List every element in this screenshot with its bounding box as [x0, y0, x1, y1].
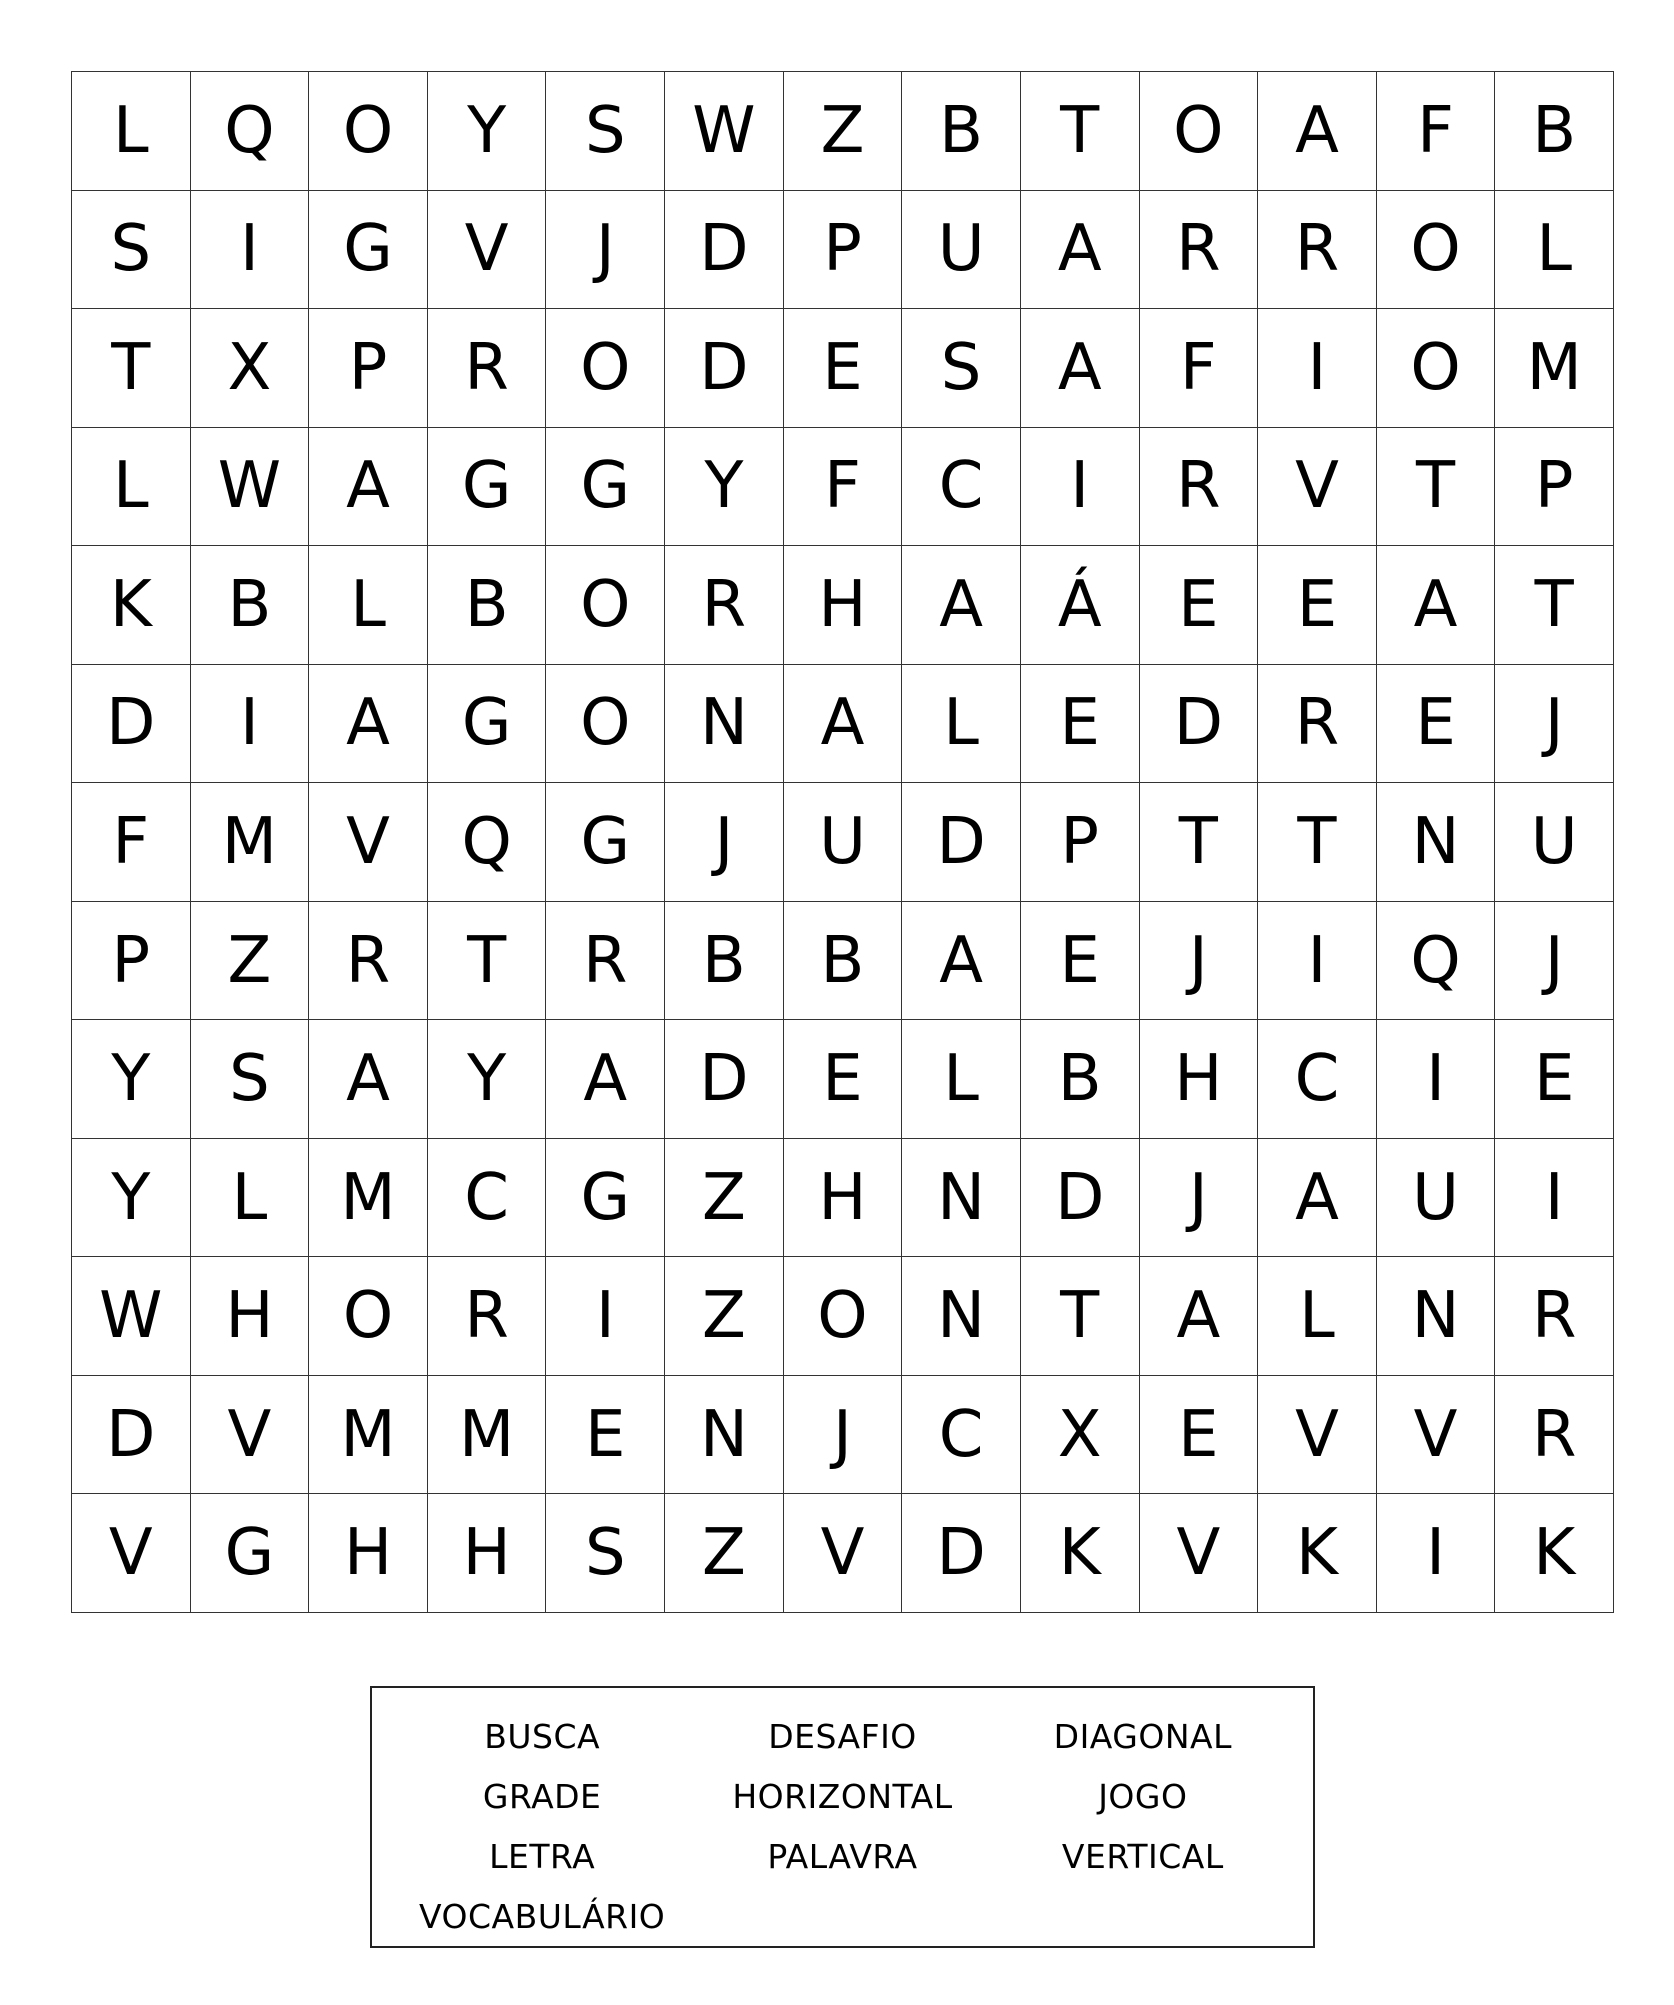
letter-cell[interactable]: T: [1140, 783, 1259, 902]
letter-cell[interactable]: T: [428, 902, 547, 1021]
letter-cell[interactable]: D: [72, 1376, 191, 1495]
letter-cell[interactable]: U: [1495, 783, 1614, 902]
letter-cell[interactable]: G: [546, 1139, 665, 1258]
letter-cell[interactable]: P: [1495, 428, 1614, 547]
letter-cell[interactable]: O: [784, 1257, 903, 1376]
letter-cell[interactable]: K: [1258, 1494, 1377, 1613]
letter-cell[interactable]: J: [1495, 902, 1614, 1021]
letter-cell[interactable]: C: [902, 1376, 1021, 1495]
letter-cell[interactable]: L: [1258, 1257, 1377, 1376]
letter-cell[interactable]: V: [1377, 1376, 1496, 1495]
letter-cell[interactable]: G: [428, 665, 547, 784]
letter-cell[interactable]: V: [1140, 1494, 1259, 1613]
letter-cell[interactable]: H: [309, 1494, 428, 1613]
letter-cell[interactable]: B: [191, 546, 310, 665]
letter-cell[interactable]: G: [428, 428, 547, 547]
letter-cell[interactable]: E: [1377, 665, 1496, 784]
letter-cell[interactable]: R: [546, 902, 665, 1021]
word-list: [370, 1686, 1315, 1948]
letter-cell[interactable]: B: [902, 72, 1021, 191]
letter-cell[interactable]: L: [902, 1020, 1021, 1139]
letter-cell[interactable]: S: [72, 191, 191, 310]
letter-cell[interactable]: X: [191, 309, 310, 428]
letter-cell[interactable]: X: [1021, 1376, 1140, 1495]
letter-cell[interactable]: P: [309, 309, 428, 428]
letter-cell[interactable]: V: [1258, 1376, 1377, 1495]
letter-cell[interactable]: J: [1140, 902, 1259, 1021]
letter-cell[interactable]: Y: [72, 1139, 191, 1258]
letter-cell[interactable]: P: [1021, 783, 1140, 902]
letter-cell[interactable]: T: [1377, 428, 1496, 547]
letter-cell[interactable]: S: [191, 1020, 310, 1139]
letter-cell[interactable]: L: [902, 665, 1021, 784]
letter-cell[interactable]: Q: [428, 783, 547, 902]
letter-cell[interactable]: O: [1377, 191, 1496, 310]
letter-cell[interactable]: V: [1258, 428, 1377, 547]
letter-cell[interactable]: I: [1258, 309, 1377, 428]
letter-cell[interactable]: D: [72, 665, 191, 784]
letter-cell[interactable]: O: [1140, 72, 1259, 191]
letter-cell[interactable]: C: [902, 428, 1021, 547]
letter-cell[interactable]: B: [665, 902, 784, 1021]
letter-cell[interactable]: J: [1495, 665, 1614, 784]
letter-cell[interactable]: V: [191, 1376, 310, 1495]
letter-cell[interactable]: O: [309, 72, 428, 191]
letter-cell[interactable]: L: [72, 72, 191, 191]
letter-cell[interactable]: T: [72, 309, 191, 428]
letter-cell[interactable]: A: [546, 1020, 665, 1139]
word-list-item: JOGO: [1098, 1776, 1188, 1816]
letter-cell[interactable]: A: [1140, 1257, 1259, 1376]
letter-cell[interactable]: B: [1021, 1020, 1140, 1139]
letter-cell[interactable]: Q: [191, 72, 310, 191]
letter-cell[interactable]: H: [1140, 1020, 1259, 1139]
letter-cell[interactable]: Z: [665, 1494, 784, 1613]
letter-cell[interactable]: N: [1377, 783, 1496, 902]
letter-cell[interactable]: A: [902, 546, 1021, 665]
letter-cell[interactable]: Y: [428, 72, 547, 191]
letter-cell[interactable]: L: [1495, 191, 1614, 310]
letter-cell[interactable]: M: [428, 1376, 547, 1495]
word-list-item: BUSCA: [484, 1716, 601, 1756]
letter-cell[interactable]: V: [428, 191, 547, 310]
letter-cell[interactable]: D: [1140, 665, 1259, 784]
letter-cell[interactable]: J: [665, 783, 784, 902]
letter-cell[interactable]: B: [1495, 72, 1614, 191]
letter-cell[interactable]: E: [1140, 546, 1259, 665]
letter-cell[interactable]: E: [1258, 546, 1377, 665]
letter-cell[interactable]: M: [309, 1139, 428, 1258]
letter-cell[interactable]: W: [72, 1257, 191, 1376]
word-list-item: VERTICAL: [1061, 1836, 1224, 1876]
letter-cell[interactable]: Q: [1377, 902, 1496, 1021]
letter-cell[interactable]: O: [309, 1257, 428, 1376]
letter-cell[interactable]: F: [1377, 72, 1496, 191]
letter-cell[interactable]: Z: [784, 72, 903, 191]
letter-cell[interactable]: O: [546, 665, 665, 784]
letter-cell[interactable]: C: [1258, 1020, 1377, 1139]
letter-cell[interactable]: A: [309, 428, 428, 547]
letter-cell[interactable]: I: [1377, 1494, 1496, 1613]
letter-cell[interactable]: I: [546, 1257, 665, 1376]
letter-cell[interactable]: Z: [191, 902, 310, 1021]
word-list-item: DIAGONAL: [1053, 1716, 1232, 1756]
letter-cell[interactable]: T: [1021, 72, 1140, 191]
letter-cell[interactable]: J: [784, 1376, 903, 1495]
letter-cell[interactable]: I: [1377, 1020, 1496, 1139]
letter-cell[interactable]: U: [902, 191, 1021, 310]
letter-cell[interactable]: T: [1258, 783, 1377, 902]
letter-cell[interactable]: C: [428, 1139, 547, 1258]
letter-cell[interactable]: R: [1140, 191, 1259, 310]
letter-cell[interactable]: S: [546, 72, 665, 191]
letter-cell[interactable]: A: [1258, 1139, 1377, 1258]
letter-cell[interactable]: Y: [428, 1020, 547, 1139]
letter-cell[interactable]: U: [1377, 1139, 1496, 1258]
letter-cell[interactable]: L: [191, 1139, 310, 1258]
letter-cell[interactable]: E: [784, 1020, 903, 1139]
letter-cell[interactable]: M: [309, 1376, 428, 1495]
letter-cell[interactable]: V: [72, 1494, 191, 1613]
letter-cell[interactable]: Y: [72, 1020, 191, 1139]
letter-cell[interactable]: G: [546, 783, 665, 902]
letter-cell[interactable]: D: [665, 1020, 784, 1139]
letter-cell[interactable]: M: [191, 783, 310, 902]
letter-cell[interactable]: H: [784, 1139, 903, 1258]
letter-cell[interactable]: W: [191, 428, 310, 547]
letter-cell[interactable]: V: [309, 783, 428, 902]
letter-cell[interactable]: K: [1495, 1494, 1614, 1613]
letter-cell[interactable]: E: [1140, 1376, 1259, 1495]
letter-cell[interactable]: K: [1021, 1494, 1140, 1613]
letter-cell[interactable]: R: [428, 1257, 547, 1376]
letter-cell[interactable]: I: [1495, 1139, 1614, 1258]
letter-cell[interactable]: A: [784, 665, 903, 784]
letter-cell[interactable]: A: [1258, 72, 1377, 191]
letter-cell[interactable]: R: [1258, 191, 1377, 310]
letter-cell[interactable]: A: [309, 1020, 428, 1139]
letter-cell[interactable]: E: [1495, 1020, 1614, 1139]
letter-cell[interactable]: A: [309, 665, 428, 784]
word-list-item: HORIZONTAL: [732, 1776, 953, 1816]
word-list-item: PALAVRA: [767, 1836, 918, 1876]
letter-cell[interactable]: B: [428, 546, 547, 665]
letter-cell[interactable]: H: [428, 1494, 547, 1613]
letter-cell[interactable]: N: [902, 1139, 1021, 1258]
letter-cell[interactable]: F: [1140, 309, 1259, 428]
word-list-item: GRADE: [482, 1776, 602, 1816]
word-list-item: VOCABULÁRIO: [419, 1896, 666, 1936]
word-list-item: LETRA: [489, 1836, 596, 1876]
word-list-item: DESAFIO: [768, 1716, 917, 1756]
letter-cell[interactable]: F: [784, 428, 903, 547]
letter-cell[interactable]: A: [1377, 546, 1496, 665]
letter-cell[interactable]: Á: [1021, 546, 1140, 665]
letter-cell[interactable]: I: [191, 191, 310, 310]
letter-cell[interactable]: O: [546, 309, 665, 428]
letter-cell[interactable]: L: [72, 428, 191, 547]
letter-cell[interactable]: D: [902, 1494, 1021, 1613]
letter-cell[interactable]: A: [1021, 309, 1140, 428]
letter-cell[interactable]: G: [191, 1494, 310, 1613]
letter-cell[interactable]: W: [665, 72, 784, 191]
letter-cell[interactable]: H: [784, 546, 903, 665]
letter-cell[interactable]: E: [1021, 902, 1140, 1021]
letter-cell[interactable]: V: [784, 1494, 903, 1613]
letter-cell[interactable]: T: [1495, 546, 1614, 665]
letter-cell[interactable]: O: [546, 546, 665, 665]
letter-cell[interactable]: K: [72, 546, 191, 665]
letter-cell[interactable]: N: [902, 1257, 1021, 1376]
letter-cell[interactable]: R: [1258, 665, 1377, 784]
letter-cell[interactable]: R: [309, 902, 428, 1021]
letter-cell[interactable]: H: [191, 1257, 310, 1376]
letter-cell[interactable]: E: [1021, 665, 1140, 784]
letter-cell[interactable]: R: [1495, 1257, 1614, 1376]
letter-cell[interactable]: S: [546, 1494, 665, 1613]
letter-cell[interactable]: D: [665, 191, 784, 310]
letter-cell[interactable]: N: [1377, 1257, 1496, 1376]
letter-cell[interactable]: A: [1021, 191, 1140, 310]
letter-cell[interactable]: R: [665, 546, 784, 665]
letter-cell[interactable]: P: [784, 191, 903, 310]
letter-cell[interactable]: E: [546, 1376, 665, 1495]
word-search-grid: [71, 71, 1614, 1613]
letter-cell[interactable]: N: [665, 665, 784, 784]
letter-cell[interactable]: J: [546, 191, 665, 310]
letter-cell[interactable]: F: [72, 783, 191, 902]
letter-cell[interactable]: R: [428, 309, 547, 428]
letter-cell[interactable]: M: [1495, 309, 1614, 428]
letter-cell[interactable]: G: [309, 191, 428, 310]
letter-cell[interactable]: U: [784, 783, 903, 902]
letter-cell[interactable]: Y: [665, 428, 784, 547]
letter-cell[interactable]: Z: [665, 1139, 784, 1258]
letter-cell[interactable]: Z: [665, 1257, 784, 1376]
letter-cell[interactable]: D: [1021, 1139, 1140, 1258]
letter-cell[interactable]: G: [546, 428, 665, 547]
letter-cell[interactable]: E: [784, 309, 903, 428]
letter-cell[interactable]: L: [309, 546, 428, 665]
letter-cell[interactable]: I: [1021, 428, 1140, 547]
letter-cell[interactable]: S: [902, 309, 1021, 428]
letter-cell[interactable]: I: [191, 665, 310, 784]
letter-cell[interactable]: T: [1021, 1257, 1140, 1376]
letter-cell[interactable]: A: [902, 902, 1021, 1021]
letter-cell[interactable]: J: [1140, 1139, 1259, 1258]
letter-cell[interactable]: P: [72, 902, 191, 1021]
letter-cell[interactable]: B: [784, 902, 903, 1021]
letter-cell[interactable]: R: [1140, 428, 1259, 547]
letter-cell[interactable]: R: [1495, 1376, 1614, 1495]
letter-cell[interactable]: I: [1258, 902, 1377, 1021]
letter-cell[interactable]: D: [665, 309, 784, 428]
letter-cell[interactable]: O: [1377, 309, 1496, 428]
letter-cell[interactable]: N: [665, 1376, 784, 1495]
letter-cell[interactable]: D: [902, 783, 1021, 902]
